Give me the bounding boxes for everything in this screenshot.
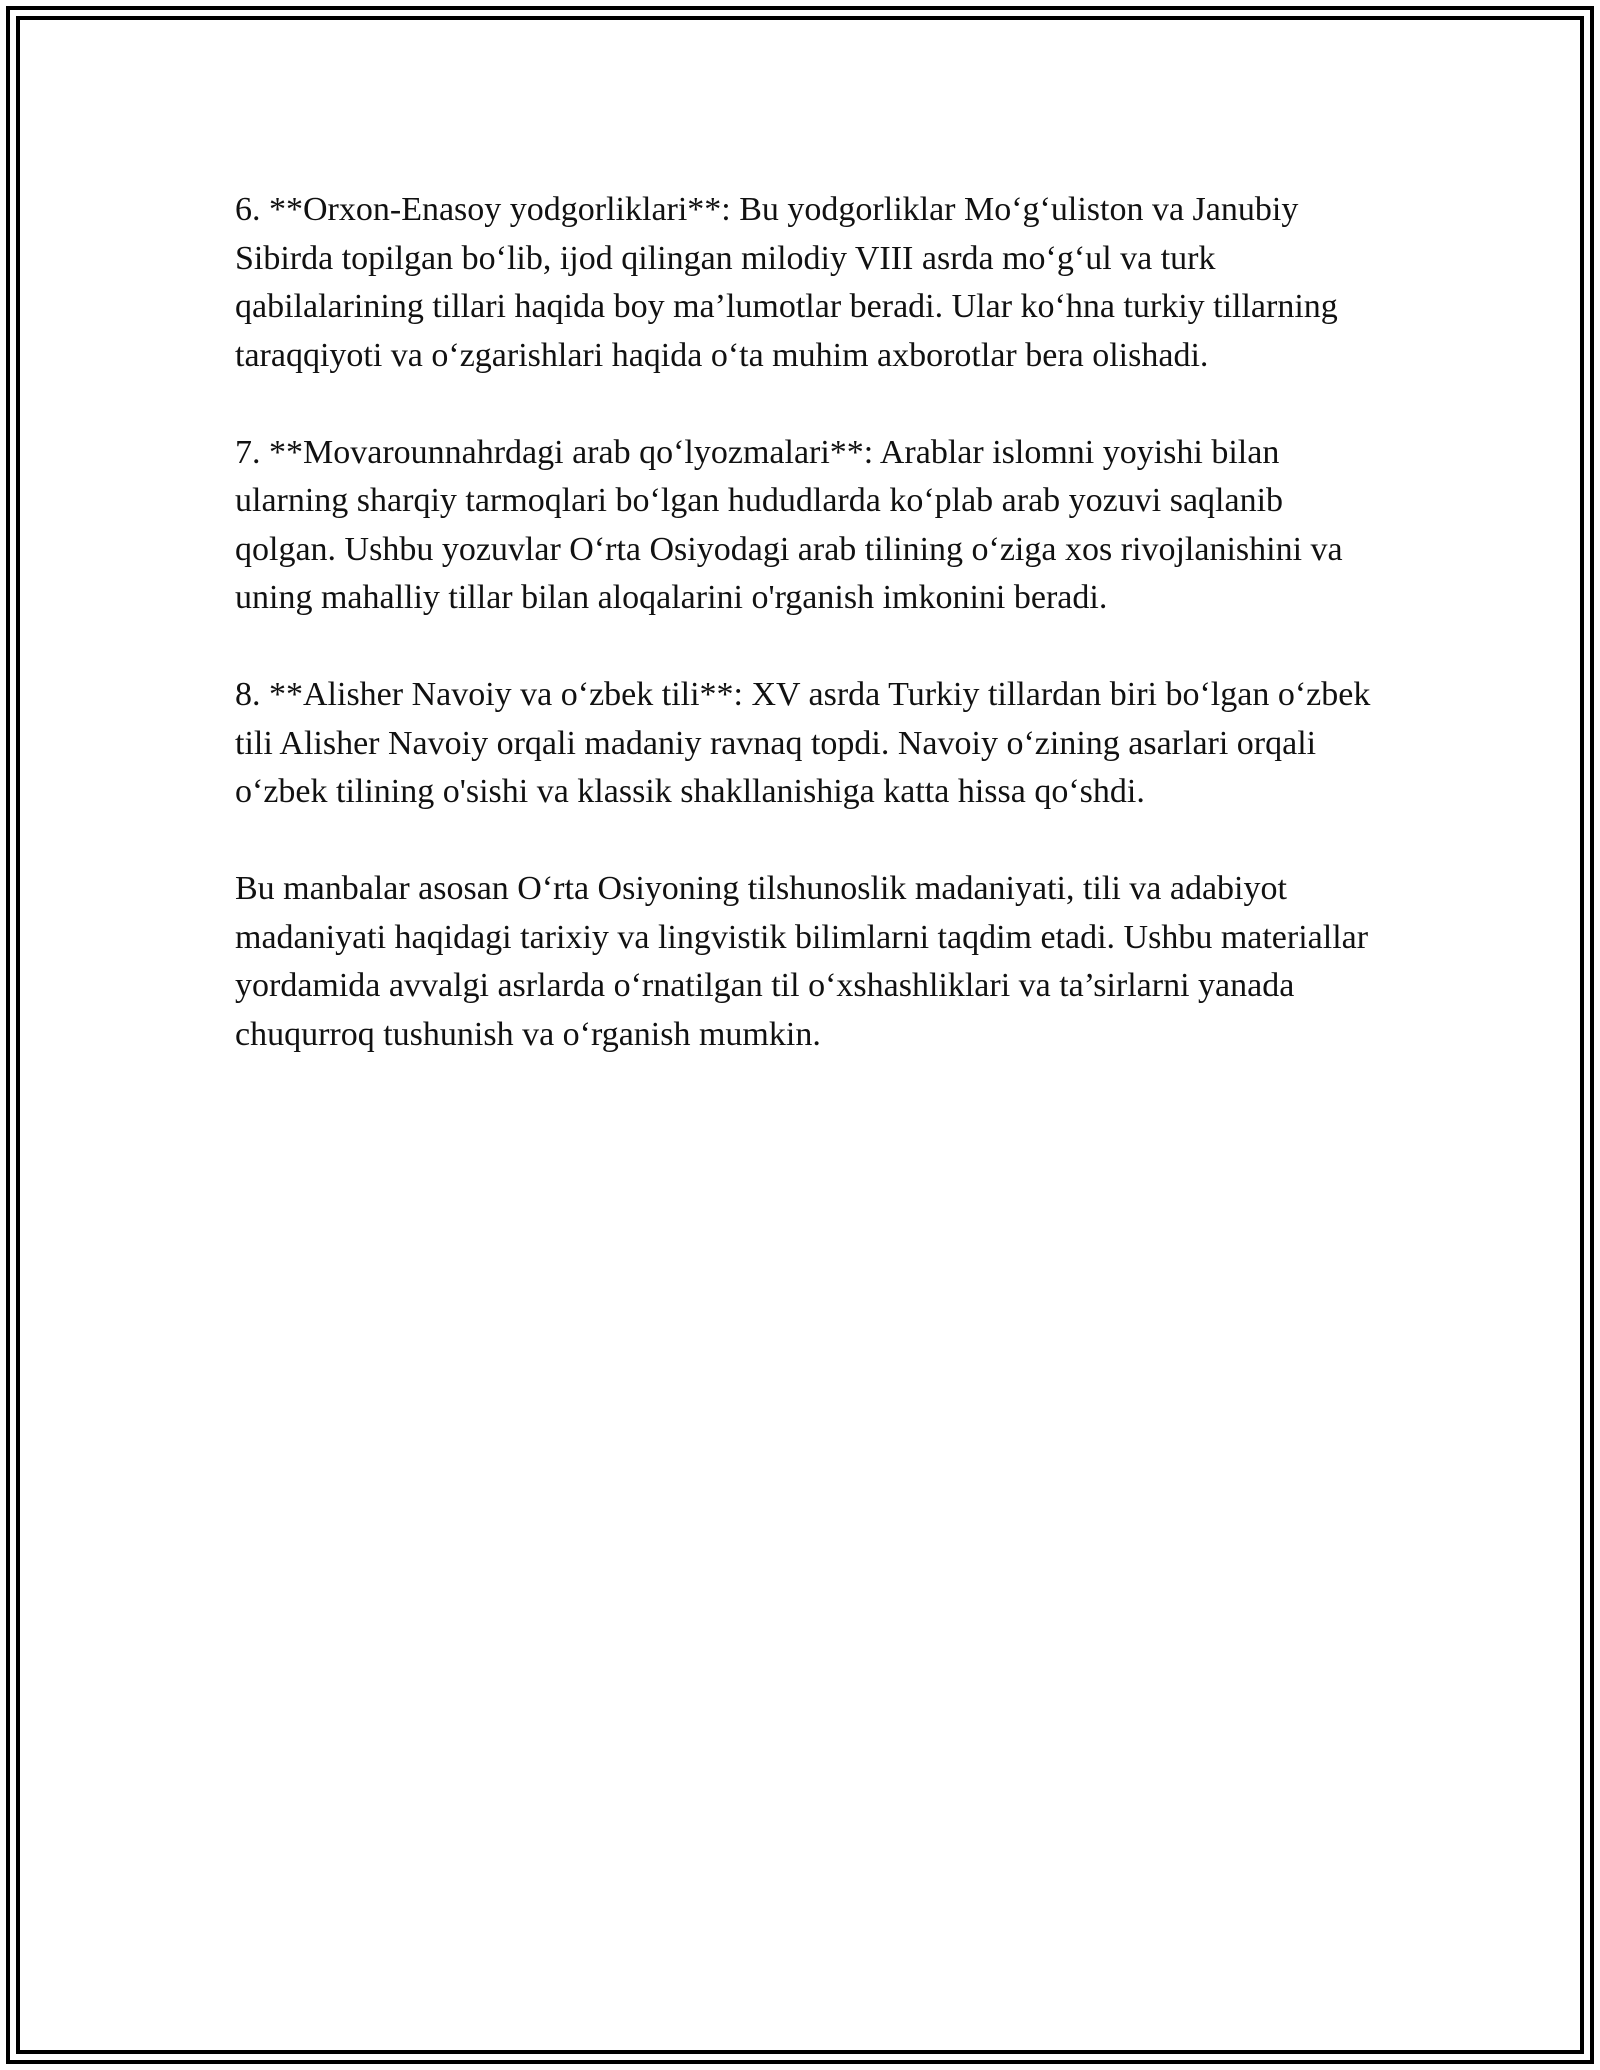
paragraph-movarounnahr-manuscripts: 7. **Movarounnahrdagi arab qo‘lyozmalari**: Arablar islomni yoyishi bilan ularning sharqiy tarmoqlari bo‘lgan hududlarda ko‘plab arab yozuvi saqlanib qolgan. Ushbu yozuvlar O‘rta Osiyodagi arab tilining o‘ziga xos rivojlanishini va uning mahalliy tillar bilan aloqalarini o'rganish imkonini beradi.: [235, 433, 1343, 616]
paragraph-alisher-navoiy: 8. **Alisher Navoiy va o‘zbek tili**: XV asrda Turkiy tillardan biri bo‘lgan o‘zbek tili Alisher Navoiy orqali madaniy ravnaq topdi. Navoiy o‘zining asarlari orqali o‘zbek tilining o'sishi va klassik shakllanishiga katta hissa qo‘shdi.: [235, 676, 1371, 810]
paragraph-orxon-enasoy: 6. **Orxon-Enasoy yodgorliklari**: Bu yodgorliklar Mo‘g‘uliston va Janubiy Sibirda topilgan bo‘lib, ijod qilingan milodiy VIII asrda mo‘g‘ul va turk qabilalarining tillari haqida boy ma’lumotlar beradi. Ular ko‘hna turkiy tillarning taraqqiyoti va o‘zgarishlari haqida o‘ta muhim axborotlar bera olishadi.: [235, 191, 1338, 374]
paragraph-conclusion: Bu manbalar asosan O‘rta Osiyoning tilshunoslik madaniyati, tili va adabiyot madaniyati haqidagi tarixiy va lingvistik bilimlarni taqdim etadi. Ushbu materiallar yordamida avvalgi asrlarda o‘rnatilgan til o‘xshashliklari va ta’sirlarni yanada chuqurroq tushunish va o‘rganish mumkin.: [235, 870, 1369, 1053]
document-body: [235, 186, 1375, 1059]
